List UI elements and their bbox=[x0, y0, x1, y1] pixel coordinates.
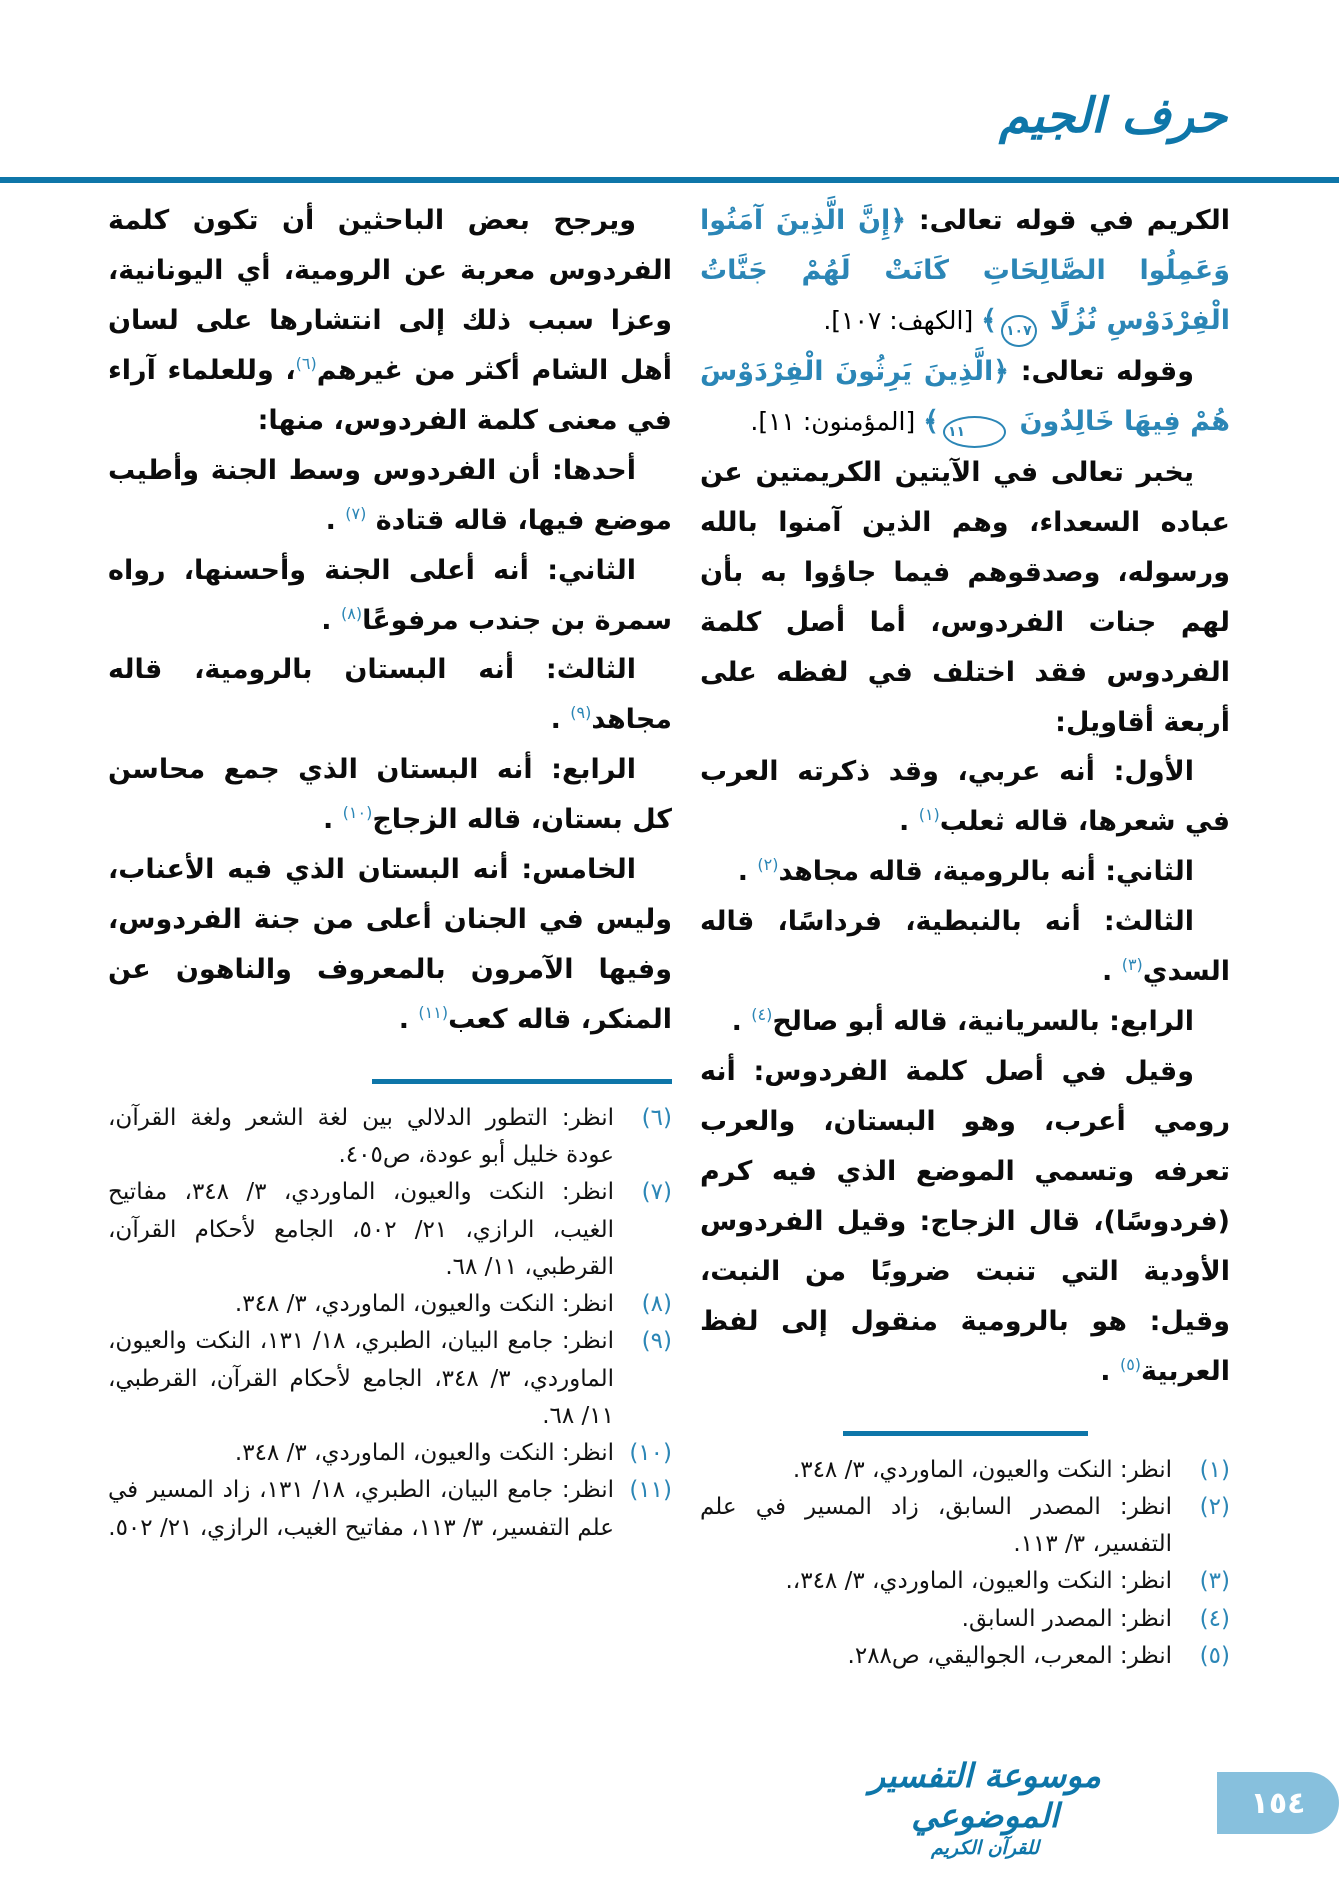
text-segment: أنه البستان الذي جمع محاسن كل بستان، قاله الزجاج bbox=[108, 754, 672, 836]
footnotes-list bbox=[700, 1452, 1230, 1676]
quran-verse: ﴿الَّذِينَ يَرِثُونَ الْفِرْدَوْسَ هُمْ فِيهَا خَالِدُونَ bbox=[700, 355, 1230, 437]
footnote-item bbox=[108, 1174, 672, 1286]
quran-verse: ﴿إِنَّ الَّذِينَ آمَنُوا وَعَمِلُوا الصَّالِحَاتِ كَانَتْ لَهُمْ جَنَّاتُ الْفِرْدَوْسِ نُزُلًا bbox=[700, 205, 1230, 336]
text-segment: ، وللعلماء آراء في معنى كلمة الفردوس، منها: bbox=[108, 354, 672, 436]
footnote-item bbox=[108, 1286, 672, 1323]
footnote-separator bbox=[372, 1079, 672, 1084]
series-title: موسوعة التفسير الموضوعي bbox=[869, 1756, 1101, 1835]
footnote-item bbox=[108, 1100, 672, 1175]
lead-word: أحدها: bbox=[552, 454, 636, 486]
series-subtitle: للقرآن الكريم bbox=[931, 1837, 1039, 1860]
footnote-text: انظر: المعرب، الجواليقي، ص٢٨٨. bbox=[847, 1642, 1172, 1669]
footnote-ref: (٦) bbox=[295, 353, 317, 373]
footnote-text: انظر: المصدر السابق. bbox=[961, 1605, 1172, 1632]
footnote-ref: (٢) bbox=[757, 855, 779, 875]
text-segment: . bbox=[1100, 1355, 1120, 1387]
footnote-ref: (٨) bbox=[340, 603, 363, 623]
text-segment: . bbox=[325, 504, 346, 536]
column-body bbox=[700, 196, 1230, 1397]
text-segment: أنه البستان بالرومية، قاله مجاهد bbox=[108, 654, 672, 736]
footnote-number: (٦) bbox=[641, 1104, 672, 1131]
footnote-text: انظر: النكت والعيون، الماوردي، ٣/ ٣٤٨، مفاتيح الغيب، الرازي، ٢١/ ٥٠٢، الجامع لأحكام القرآن، القرطبي، ١١/ ٦٨. bbox=[108, 1179, 615, 1280]
paragraph bbox=[108, 745, 672, 845]
paragraph bbox=[700, 847, 1230, 897]
footnote-item bbox=[108, 1472, 672, 1547]
footnote-text: انظر: النكت والعيون، الماوردي، ٣/ ٣٤٨. bbox=[792, 1456, 1172, 1483]
text-segment: . bbox=[550, 704, 571, 736]
footnote-item bbox=[700, 1601, 1230, 1638]
footnote-number: (٣) bbox=[1199, 1568, 1230, 1595]
footnote-ref: (١٠) bbox=[342, 803, 373, 823]
lead-word: الثالث: bbox=[545, 654, 636, 686]
footnote-ref: (٤) bbox=[751, 1005, 773, 1025]
paragraph bbox=[700, 347, 1230, 448]
text-segment: . bbox=[737, 856, 758, 888]
lead-word: الأول: bbox=[1113, 756, 1194, 788]
footnote-text: انظر: التطور الدلالي بين لغة الشعر ولغة القرآن، عودة خليل أبو عودة، ص٤٠٥. bbox=[108, 1104, 614, 1169]
lead-word: الثاني: bbox=[547, 554, 636, 586]
footnote-number: (١١) bbox=[629, 1477, 672, 1504]
footnote-text: انظر: المصدر السابق، زاد المسير في علم التفسير، ٣/ ١١٣. bbox=[700, 1493, 1172, 1558]
page-number: ١٥٤ bbox=[1250, 1785, 1306, 1821]
footnote-item bbox=[108, 1323, 672, 1435]
ayah-number-badge: ١٠٧ bbox=[1001, 315, 1037, 347]
footnote-text: انظر: النكت والعيون، الماوردي، ٣/ ٣٤٨. bbox=[234, 1440, 614, 1467]
footnote-item bbox=[700, 1638, 1230, 1675]
lead-word: الثاني: bbox=[1105, 856, 1194, 888]
footnote-item bbox=[108, 1435, 672, 1472]
series-logo bbox=[790, 1756, 1180, 1859]
text-segment: أنه بالنبطية، فرداسًا، قاله السدي bbox=[700, 906, 1230, 988]
page-number-badge bbox=[1217, 1772, 1339, 1834]
text-segment: . bbox=[1102, 956, 1122, 988]
paragraph bbox=[108, 546, 672, 646]
text-segment: . bbox=[731, 1006, 752, 1038]
text-segment: . bbox=[398, 1004, 419, 1035]
paragraph bbox=[700, 1047, 1230, 1397]
text-segment: أنه أعلى الجنة وأحسنها، رواه سمرة بن جندب مرفوعًا bbox=[108, 554, 672, 636]
quran-verse: ﴾ bbox=[923, 405, 939, 437]
text-segment: أنه البستان الذي فيه الأعناب، وليس في الجنان أعلى من جنة الفردوس، وفيها الآمرون بالمعروف والناهون عن المنكر، قاله كعب bbox=[108, 854, 672, 1035]
paragraph bbox=[700, 196, 1230, 347]
ayah-number-badge: ١١ bbox=[943, 416, 1006, 448]
footnote-item bbox=[700, 1563, 1230, 1600]
footnote-text: انظر: جامع البيان، الطبري، ١٨/ ١٣١، زاد المسير في علم التفسير، ٣/ ١١٣، مفاتيح الغيب، الرازي، ٢١/ ٥٠٢. bbox=[108, 1477, 614, 1541]
column-left bbox=[108, 196, 672, 1547]
text-segment: . bbox=[321, 604, 341, 636]
footnote-separator bbox=[843, 1431, 1088, 1436]
footnote-number: (٨) bbox=[641, 1291, 672, 1318]
footnote-number: (٥) bbox=[1199, 1642, 1230, 1669]
footnote-text: انظر: النكت والعيون، الماوردي، ٣/ ٣٤٨. bbox=[234, 1291, 614, 1318]
text-segment: أنه بالرومية، قاله مجاهد bbox=[778, 856, 1106, 888]
text-segment: الكريم في قوله تعالى: bbox=[906, 205, 1230, 236]
header-rule bbox=[0, 177, 1339, 183]
lead-word: الرابع: bbox=[1109, 1006, 1194, 1038]
lead-word: الرابع: bbox=[551, 754, 636, 786]
paragraph bbox=[108, 645, 672, 745]
text-segment: أنه عربي، وقد ذكرته العرب في شعرها، قاله ثعلب bbox=[700, 756, 1230, 838]
footnotes-block bbox=[108, 1079, 672, 1547]
paragraph bbox=[700, 997, 1230, 1047]
column-body bbox=[108, 196, 672, 1045]
paragraph bbox=[108, 845, 672, 1045]
footnote-ref: (٣) bbox=[1121, 955, 1143, 975]
text-segment: ويرجح بعض الباحثين أن تكون كلمة الفردوس معربة عن الرومية، أي اليونانية، وعزا سبب ذلك إلى انتشارها على لسان أهل الشام أكثر من غيرهم bbox=[108, 205, 672, 386]
footnote-ref: (٩) bbox=[570, 703, 592, 723]
quran-verse: ﴾ bbox=[981, 304, 997, 336]
lead-word: الخامس: bbox=[521, 854, 636, 886]
footnote-ref: (١) bbox=[918, 805, 940, 825]
text-segment: وقيل في أصل كلمة الفردوس: أنه رومي أعرب، وهو البستان، والعرب تعرفه وتسمي الموضع الذي فيه كرم (فردوسًا)، قال الزجاج: وقيل الفردوس الأودية التي تنبت ضروبًا من النبت، وقيل: هو بالرومية منقول إلى لفظ العربية bbox=[700, 1056, 1230, 1387]
surah-reference: [المؤمنون: ١١]. bbox=[750, 406, 924, 436]
text-segment: . bbox=[322, 804, 343, 836]
text-segment: وقوله تعالى: bbox=[1009, 355, 1194, 387]
footnote-ref: (١١) bbox=[418, 1003, 449, 1022]
footnote-text: انظر: النكت والعيون، الماوردي، ٣/ ٣٤٨،. bbox=[785, 1568, 1172, 1595]
footnote-ref: (٧) bbox=[345, 503, 367, 523]
footnote-number: (٩) bbox=[641, 1328, 672, 1355]
section-title: حرف الجيم bbox=[999, 88, 1227, 144]
text-segment: بالسريانية، قاله أبو صالح bbox=[772, 1006, 1110, 1038]
footnote-number: (٧) bbox=[641, 1179, 672, 1206]
footnote-number: (١) bbox=[1199, 1456, 1230, 1483]
paragraph bbox=[700, 747, 1230, 847]
footnote-text: انظر: جامع البيان، الطبري، ١٨/ ١٣١، النكت والعيون، الماوردي، ٣/ ٣٤٨، الجامع لأحكام القرآن، القرطبي، ١١/ ٦٨. bbox=[108, 1328, 614, 1429]
text-segment: . bbox=[899, 806, 919, 838]
lead-word: الثالث: bbox=[1103, 906, 1194, 938]
paragraph bbox=[108, 446, 672, 546]
footnote-number: (٢) bbox=[1199, 1493, 1230, 1520]
footnote-number: (١٠) bbox=[629, 1440, 672, 1467]
paragraph bbox=[700, 448, 1230, 748]
text-segment: أن الفردوس وسط الجنة وأطيب موضع فيها، قاله قتادة bbox=[108, 454, 672, 536]
footnotes-list bbox=[108, 1100, 672, 1547]
text-segment: يخبر تعالى في الآيتين الكريمتين عن عباده السعداء، وهم الذين آمنوا بالله ورسوله، وصدقوهم فيما جاؤوا به بأن لهم جنات الفردوس، أما أصل كلمة الفردوس فقد اختلف في لفظه على أربعة أقاويل: bbox=[700, 456, 1230, 738]
footnote-number: (٤) bbox=[1199, 1605, 1230, 1632]
paragraph bbox=[108, 196, 672, 446]
column-right bbox=[700, 196, 1230, 1675]
footnote-item bbox=[700, 1489, 1230, 1564]
paragraph bbox=[700, 897, 1230, 997]
footnote-item bbox=[700, 1452, 1230, 1489]
footnote-ref: (٥) bbox=[1119, 1354, 1142, 1374]
surah-reference: [الكهف: ١٠٧]. bbox=[823, 305, 982, 335]
footnotes-block bbox=[700, 1431, 1230, 1676]
text-columns bbox=[108, 196, 1230, 1675]
